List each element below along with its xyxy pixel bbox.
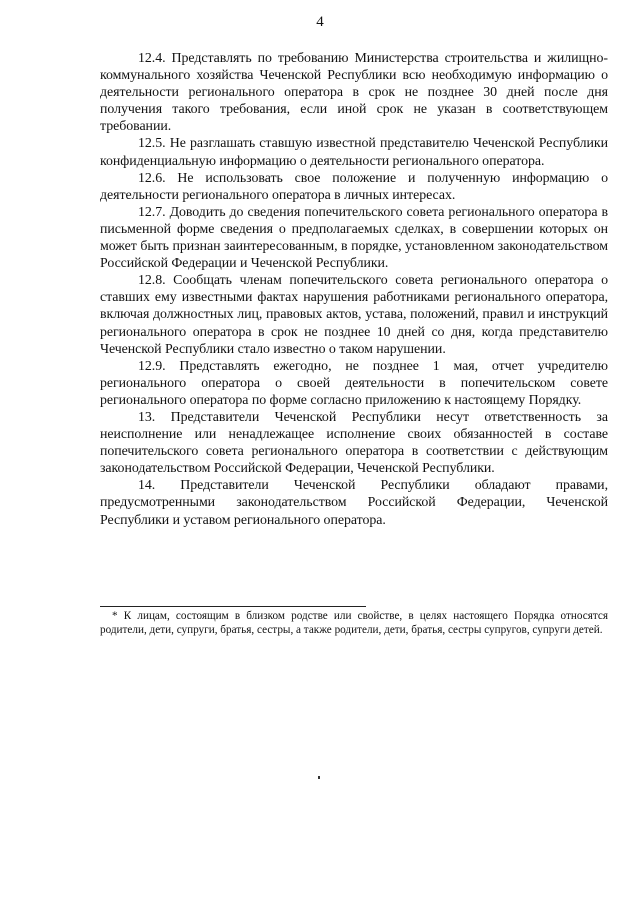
paragraph-12-8: 12.8. Сообщать членам попечительского совета регионального оператора о ставших ему известными фактах нарушения работниками регионального оператора, включая должностных лиц, правовых актов, устава, положений, правил и инструкций регионального оператора в срок не позднее 10 дней со дня, когда представителю Чеченской Республики стало известно о таком нарушении. (100, 273, 608, 357)
body-text (100, 50, 608, 529)
footnote (100, 610, 608, 637)
paragraph-12-5: 12.5. Не разглашать ставшую известной представителю Чеченской Республики конфиденциальную информацию о деятельности регионального оператора. (100, 136, 608, 169)
paragraph-13: 13. Представители Чеченской Республики несут ответственность за неисполнение или ненадлежащее исполнение своих обязанностей в составе попечительского совета регионального оператора в соответствии с действующим законодательством Российской Федерации, Чеченской Республики. (100, 409, 608, 477)
paragraph-12-6: 12.6. Не использовать свое положение и полученную информацию о деятельности регионального оператора в личных интересах. (100, 170, 608, 203)
scan-speck (318, 776, 320, 779)
paragraph-12-9: 12.9. Представлять ежегодно, не позднее 1 мая, отчет учредителю регионального оператора о своей деятельности в попечительском совете регионального оператора по форме согласно приложению к настоящему Порядку. (100, 358, 608, 408)
footnote-text: * К лицам, состоящим в близком родстве или свойстве, в целях настоящего Порядка относятся родители, дети, супруги, братья, сестры, а также родители, дети, братья, сестры супругов, супруги детей. (100, 610, 608, 636)
paragraph-14: 14. Представители Чеченской Республики обладают правами, предусмотренными законодательством Российской Федерации, Чеченской Республики и уставом регионального оператора. (100, 478, 608, 528)
paragraph-12-4: 12.4. Представлять по требованию Министерства строительства и жилищно-коммунального хозяйства Чеченской Республики всю необходимую информацию о деятельности регионального оператора в срок не позднее 30 дней после дня получения такого требования, если иной срок не указан в соответствующем требовании. (100, 51, 608, 135)
paragraph-12-7: 12.7. Доводить до сведения попечительского совета регионального оператора в письменной форме сведения о предполагаемых сделках, в совершении которых он может быть признан заинтересованным, в порядке, установленном законодательством Российской Федерации и Чеченской Республики. (100, 204, 608, 272)
page-number: 4 (316, 14, 324, 30)
footnote-separator (100, 606, 366, 607)
